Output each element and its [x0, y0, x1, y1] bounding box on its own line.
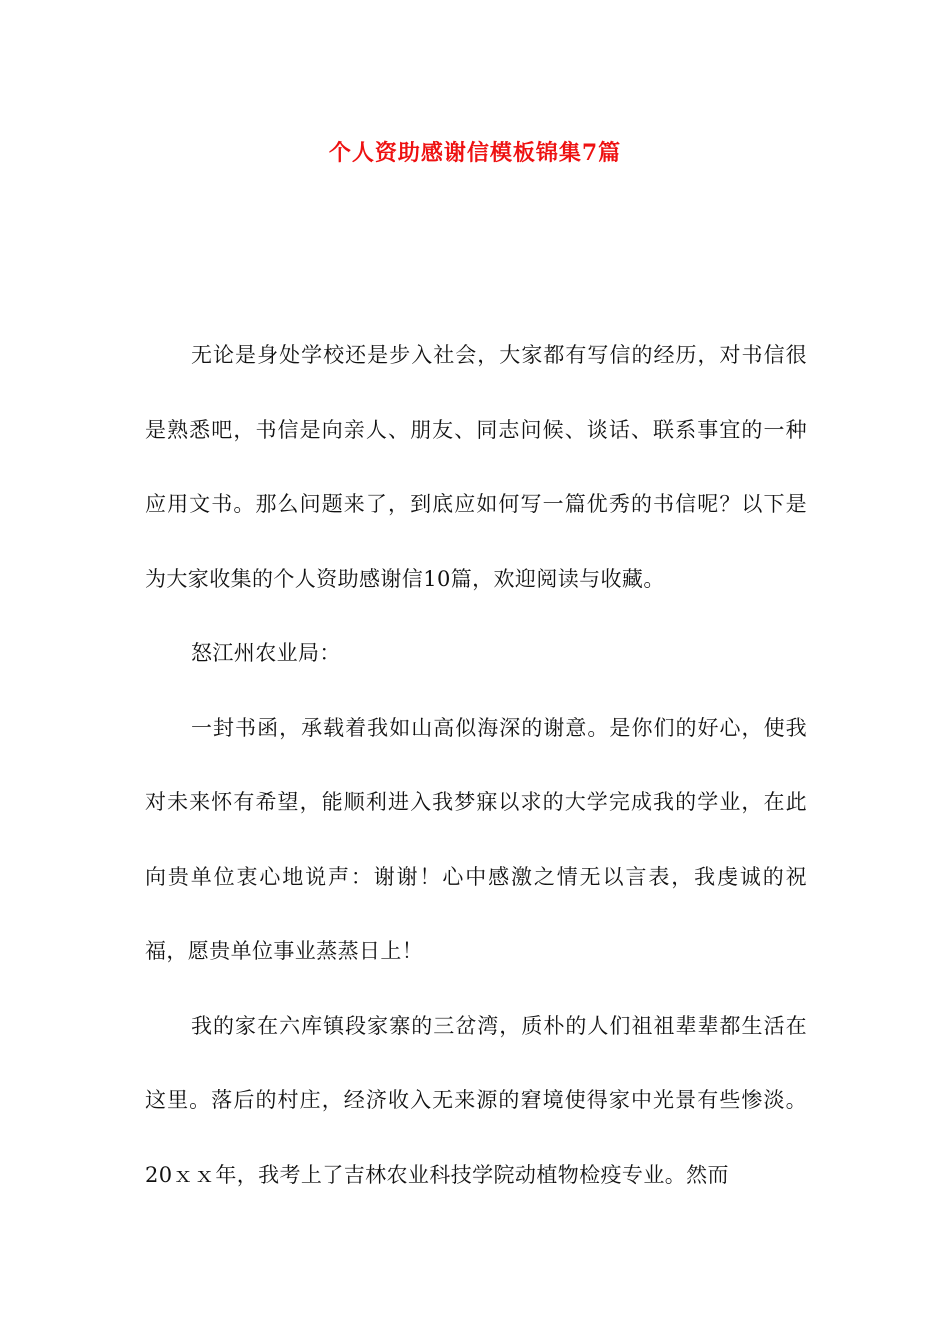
document-body	[145, 318, 807, 1212]
document-title: 个人资助感谢信模板锦集7篇	[328, 140, 622, 166]
paragraph-family: 我的家在六库镇段家寨的三岔湾，质朴的人们祖祖辈辈都生活在这里。落后的村庄，经济收入无来源的窘境使得家中光景有些惨淡。20ｘｘ年，我考上了吉林农业科技学院动植物检疫专业。然而	[145, 1013, 807, 1187]
paragraph-salutation: 怒江州农业局：	[191, 641, 341, 665]
paragraph-intro: 无论是身处学校还是步入社会，大家都有写信的经历，对书信很是熟悉吧，书信是向亲人、朋友、同志问候、谈话、联系事宜的一种应用文书。那么问题来了，到底应如何写一篇优秀的书信呢？以下是为大家收集的个人资助感谢信10篇，欢迎阅读与收藏。	[145, 343, 807, 591]
paragraph-thanks: 一封书函，承载着我如山高似海深的谢意。是你们的好心，使我对未来怀有希望，能顺利进入我梦寐以求的大学完成我的学业，在此向贵单位衷心地说声：谢谢！心中感激之情无以言表，我虔诚的祝福，愿贵单位事业蒸蒸日上！	[145, 715, 807, 963]
